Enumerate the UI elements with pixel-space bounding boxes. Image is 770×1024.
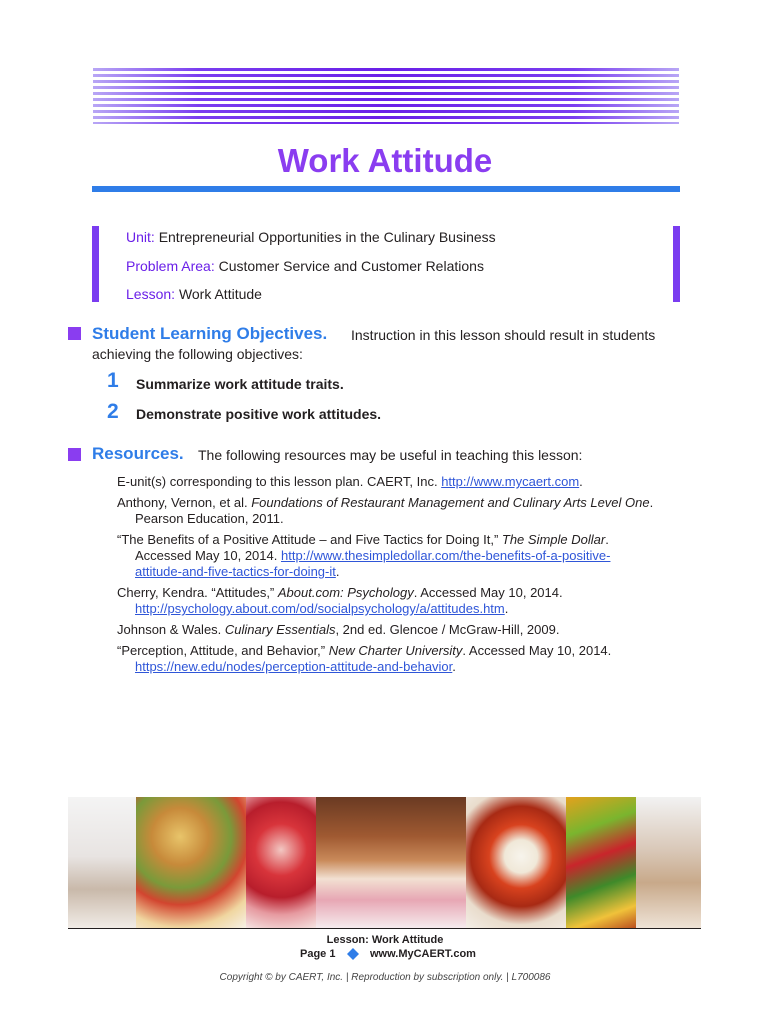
resources-heading: Resources.: [92, 444, 184, 463]
reference-title: New Charter University: [328, 643, 463, 658]
reference-item: [117, 585, 657, 617]
problem-area-label: Problem Area:: [126, 258, 215, 274]
objective-text: Demonstrate positive work attitudes.: [136, 406, 382, 422]
reference-item: [117, 643, 657, 675]
reference-text: .: [452, 659, 456, 674]
lesson-row: [126, 286, 262, 302]
strawberries-photo: [246, 797, 316, 929]
reference-link[interactable]: http://www.thesimpledollar.com/the-benefits-of-a-positive-attitude-and-five-tactics-for-doing-it: [135, 548, 611, 579]
copyright-notice: Copyright © by CAERT, Inc. | Reproduction by subscription only. | L700086: [219, 972, 551, 983]
reference-item: [117, 495, 657, 527]
info-box-left-bar: [92, 226, 99, 302]
reference-title: The Simple Dollar: [501, 532, 606, 547]
diamond-icon: [347, 948, 359, 960]
reference-item: [117, 474, 657, 490]
reference-text: . Accessed May 10, 2014.: [462, 643, 612, 658]
reference-text: “The Benefits of a Positive Attitude – and Five Tactics for Doing It,”: [117, 532, 502, 547]
chef-photo: [68, 797, 136, 929]
wraps-photo: [136, 797, 246, 929]
objectives-heading: Student Learning Objectives.: [92, 324, 328, 343]
footer-rule: [68, 928, 701, 929]
page-title: Work Attitude: [277, 142, 493, 179]
reference-text: E-unit(s) corresponding to this lesson plan. CAERT, Inc.: [117, 474, 442, 489]
culinary-photo-strip: [68, 797, 701, 929]
reference-title: Culinary Essentials: [224, 622, 336, 637]
reference-text: .: [335, 564, 340, 579]
reference-item: [117, 532, 657, 580]
baker-photo: [636, 797, 701, 929]
objective-text: Summarize work attitude traits.: [136, 376, 344, 392]
objectives-intro: Instruction in this lesson should result in students: [351, 327, 656, 343]
resources-intro: The following resources may be useful in teaching this lesson:: [198, 447, 583, 463]
info-box-right-bar: [673, 226, 680, 302]
problem-area-row: [126, 258, 484, 274]
problem-area-value: Customer Service and Customer Relations: [218, 258, 484, 274]
reference-item: [117, 622, 657, 638]
footer-website: www.MyCAERT.com: [370, 948, 476, 960]
objective-number: 2: [107, 400, 119, 423]
lesson-label: Lesson:: [126, 286, 176, 302]
objectives-intro-continued: achieving the following objectives:: [92, 346, 303, 362]
reference-text: .: [579, 474, 583, 489]
reference-text: . Accessed May 10, 2014.: [135, 532, 609, 563]
reference-text: Anthony, Vernon, et al.: [117, 495, 252, 510]
banquet-hall-photo: [316, 797, 466, 929]
reference-text: Johnson & Wales.: [117, 622, 225, 637]
resources-bullet-square: [68, 448, 81, 461]
footer-lesson: Lesson: Work Attitude: [326, 934, 444, 946]
reference-text: . Accessed May 10, 2014.: [413, 585, 563, 600]
objectives-bullet-square: [68, 327, 81, 340]
reference-text: “Perception, Attitude, and Behavior,”: [117, 643, 329, 658]
reference-title: Foundations of Restaurant Management and Culinary Arts Level One: [251, 495, 650, 510]
reference-list: [117, 474, 657, 680]
reference-text: . Pearson Education, 2011.: [135, 495, 654, 526]
reference-link[interactable]: http://psychology.about.com/od/socialpsychology/a/attitudes.htm: [135, 601, 505, 616]
footer-page-number: Page 1: [300, 948, 336, 960]
reference-title: About.com: Psychology: [277, 585, 414, 600]
vegetables-photo: [566, 797, 636, 929]
title-rule: [92, 186, 680, 192]
unit-label: Unit:: [126, 229, 155, 245]
reference-text: , 2nd ed. Glencoe / McGraw-Hill, 2009.: [335, 622, 560, 637]
objective-number: 1: [107, 369, 119, 392]
reference-text: Cherry, Kendra. “Attitudes,”: [117, 585, 278, 600]
reference-link[interactable]: https://new.edu/nodes/perception-attitude-and-behavior: [135, 659, 453, 674]
rice-dish-photo: [466, 797, 566, 929]
header-stripe-banner: [93, 68, 679, 124]
unit-value: Entrepreneurial Opportunities in the Culinary Business: [158, 229, 496, 245]
unit-row: [126, 229, 496, 245]
lesson-value: Work Attitude: [178, 286, 262, 302]
reference-link[interactable]: http://www.mycaert.com: [441, 474, 580, 489]
reference-text: .: [504, 601, 509, 616]
